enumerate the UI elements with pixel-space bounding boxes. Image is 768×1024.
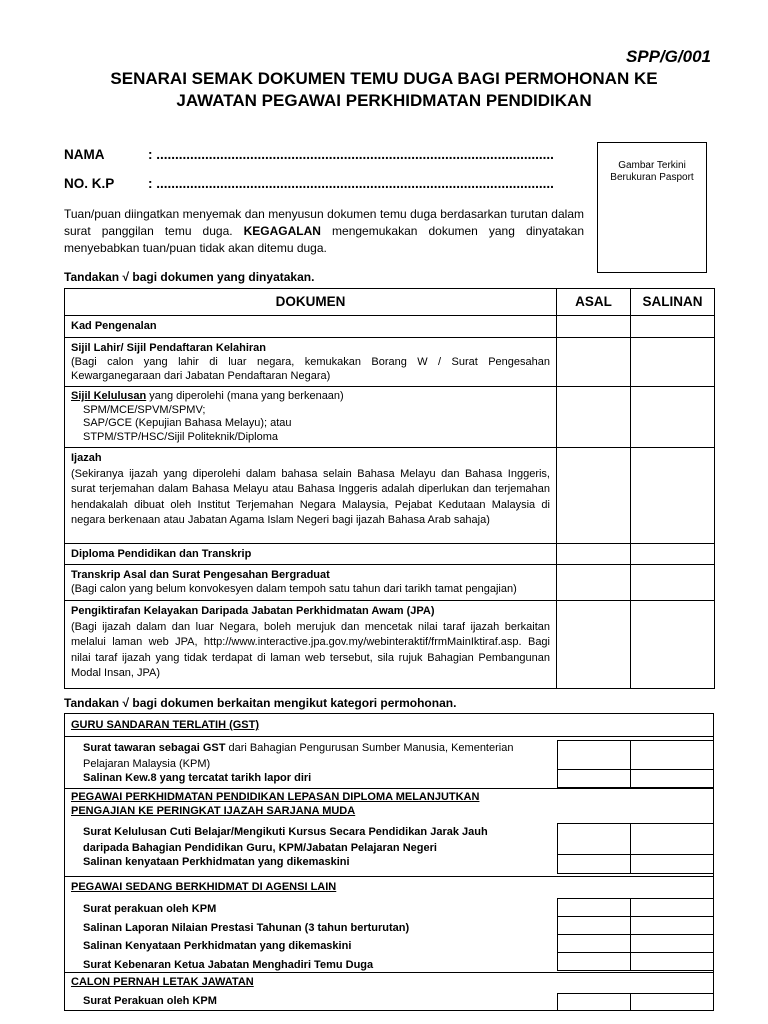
salinan-checkbox[interactable] (630, 898, 714, 917)
diploma-item-1 (83, 824, 488, 856)
photo-box-line1: Gambar Terkini (618, 160, 686, 171)
category-title-gst: GURU SANDARAN TERLATIH (GST) (71, 719, 260, 731)
agensi-items (83, 900, 409, 974)
asal-checkbox[interactable] (557, 769, 631, 788)
salinan-checkbox[interactable] (630, 934, 714, 953)
instruction-1: Tandakan √ bagi dokumen yang dinyatakan. (64, 270, 315, 284)
list-item: SAP/GCE (Kepujian Bahasa Melayu); atau (83, 417, 292, 429)
salinan-checkbox[interactable] (630, 952, 714, 971)
title-line-1: SENARAI SEMAK DOKUMEN TEMU DUGA BAGI PERMOHONAN KE (110, 69, 658, 88)
nokp-field (64, 176, 554, 191)
asal-checkbox[interactable] (557, 338, 631, 387)
asal-checkbox[interactable] (557, 823, 631, 855)
intro-part2: mengemukakan dokumen yang dinyatakan menyebabkan tuan/puan tidak akan ditemu duga. (64, 224, 584, 255)
row-title: Kad Pengenalan (71, 320, 157, 332)
gst-item-1 (83, 740, 548, 772)
salinan-checkbox[interactable] (630, 740, 714, 770)
row-title: Pengiktirafan Kelayakan Daripada Jabatan Perkhidmatan Awam (JPA) (71, 605, 435, 617)
asal-checkbox[interactable] (557, 565, 631, 601)
salinan-checkbox[interactable] (630, 854, 714, 874)
letak-jawatan-item-1: Surat Perakuan oleh KPM (83, 995, 217, 1007)
nokp-label: NO. K.P (64, 176, 115, 191)
category-title-agensi: PEGAWAI SEDANG BERKHIDMAT DI AGENSI LAIN (71, 881, 337, 893)
page-title (40, 68, 728, 112)
category-title-letak-jawatan: CALON PERNAH LETAK JAWATAN (71, 976, 254, 988)
asal-checkbox[interactable] (557, 601, 631, 689)
row-title: Sijil Lahir/ Sijil Pendaftaran Kelahiran (71, 342, 266, 354)
photo-box-line2: Berukuran Pasport (610, 172, 694, 183)
asal-checkbox[interactable] (557, 952, 631, 971)
gst-item-1-rest: dari Bahagian Pengurusan Sumber Manusia, Kementerian Pelajaran Malaysia (KPM) (83, 742, 514, 770)
salinan-checkbox[interactable] (631, 448, 715, 544)
salinan-checkbox[interactable] (630, 916, 714, 935)
list-item: Salinan Kenyataan Perkhidmatan yang dikemaskini (83, 940, 352, 952)
intro-paragraph (64, 206, 584, 257)
list-item: Surat perakuan oleh KPM (83, 903, 217, 915)
salinan-checkbox[interactable] (631, 338, 715, 387)
asal-checkbox[interactable] (557, 316, 631, 338)
diploma-item-2: Salinan kenyataan Perkhidmatan yang dikemaskini (83, 856, 350, 868)
salinan-checkbox[interactable] (630, 993, 714, 1011)
form-code: SPP/G/001 (625, 47, 711, 66)
asal-checkbox[interactable] (557, 740, 631, 770)
asal-checkbox[interactable] (557, 916, 631, 935)
category-table (64, 713, 714, 1011)
list-item: SPM/MCE/SPVM/SPMV; (83, 403, 206, 416)
salinan-checkbox[interactable] (631, 316, 715, 338)
salinan-checkbox[interactable] (630, 823, 714, 855)
salinan-checkbox[interactable] (631, 387, 715, 448)
row-note: (Bagi ijazah dalam dan luar Negara, boleh merujuk dan mencetak nilai taraf ijazah berkaitan melalui laman web JPA, http://www.interactive.jpa.gov.my/webinteraktif/frmMainIktiraf.asp. Bagi nilai taraf ijazah yang tidak terdapat di laman web tersebut, sila rujuk Bahagian Pembangunan Modal Insan, JPA) (71, 620, 550, 679)
nokp-value: : .......................................................................................................... (148, 176, 554, 191)
title-line-2: JAWATAN PEGAWAI PERKHIDMATAN PENDIDIKAN (176, 91, 592, 110)
nama-label: NAMA (64, 147, 105, 162)
category-title-line2: PENGAJIAN KE PERINGKAT IJAZAH SARJANA MUDA (71, 805, 356, 817)
photo-box (597, 142, 707, 273)
salinan-checkbox[interactable] (631, 544, 715, 565)
table-row (65, 338, 715, 387)
row-note: (Bagi calon yang lahir di luar negara, kemukakan Borang W / Surat Pengesahan Kewarganegaraan dari Jabatan Pendaftaran Negara) (71, 356, 550, 382)
table-row (65, 448, 715, 544)
asal-checkbox[interactable] (557, 854, 631, 874)
gst-item-1-bold: Surat tawaran sebagai GST (83, 742, 226, 754)
row-title: Ijazah (71, 452, 102, 464)
table-row (65, 387, 715, 448)
divider (65, 788, 713, 789)
instruction-2: Tandakan √ bagi dokumen berkaitan mengikut kategori permohonan. (64, 696, 457, 710)
nama-value: : .......................................................................................................... (148, 147, 554, 162)
asal-checkbox[interactable] (557, 898, 631, 917)
asal-checkbox[interactable] (557, 544, 631, 565)
asal-checkbox[interactable] (557, 934, 631, 953)
table-row (65, 565, 715, 601)
salinan-checkbox[interactable] (631, 565, 715, 601)
list-item: STPM/STP/HSC/Sijil Politeknik/Diploma (83, 430, 278, 443)
category-title-line1: PEGAWAI PERKHIDMATAN PENDIDIKAN LEPASAN DIPLOMA MELANJUTKAN (71, 791, 480, 803)
row-note: (Sekiranya ijazah yang diperolehi dalam bahasa selain Bahasa Melayu dan Bahasa Inggeris, surat terjemahan dalam Bahasa Melayu atau Bahasa Inggeris adalah diperlukan dan terjemahan hendakalah dibuat oleh Institut Terjemahan Negara Malaysia, Pejabat Kedutaan Malaysia di negara berkenaan atau Jabatan Agama Islam Negeri bagi ijazah Bahasa Arab sahaja) (71, 467, 550, 526)
diploma-item-1-line2: daripada Bahagian Pendidikan Guru, KPM/Jabatan Pelajaran Negeri (83, 842, 437, 854)
row-title: Transkrip Asal dan Surat Pengesahan Bergraduat (71, 569, 330, 581)
header-dokumen: DOKUMEN (65, 289, 557, 316)
category-title-diploma (65, 790, 485, 821)
salinan-checkbox[interactable] (631, 601, 715, 689)
diploma-item-1-line1: Surat Kelulusan Cuti Belajar/Mengikuti Kursus Secara Pendidikan Jarak Jauh (83, 826, 488, 838)
gst-item-2: Salinan Kew.8 yang tercatat tarikh lapor diri (83, 772, 312, 784)
asal-checkbox[interactable] (557, 993, 631, 1011)
documents-table (64, 288, 715, 689)
asal-checkbox[interactable] (557, 448, 631, 544)
table-row (65, 544, 715, 565)
table-row (65, 316, 715, 338)
divider (65, 736, 713, 737)
row-note: (Bagi calon yang belum konvokesyen dalam tempoh satu tahun dari tarikh tamat pengajian) (71, 583, 517, 595)
row-title-rest: yang diperolehi (mana yang berkenaan) (146, 390, 344, 402)
header-asal: ASAL (557, 289, 631, 316)
row-title: Sijil Kelulusan (71, 390, 147, 402)
header-salinan: SALINAN (631, 289, 715, 316)
asal-checkbox[interactable] (557, 387, 631, 448)
intro-part1: Tuan/puan diingatkan menyemak dan menyusun dokumen temu duga berdasarkan turutan dalam surat panggilan temu duga. (64, 207, 584, 238)
list-item: Salinan Laporan Nilaian Prestasi Tahunan (3 tahun berturutan) (83, 921, 410, 934)
divider (65, 876, 713, 877)
table-row (65, 601, 715, 689)
nama-field (64, 147, 554, 162)
row-title: Diploma Pendidikan dan Transkrip (71, 548, 252, 560)
list-item: Surat Kebenaran Ketua Jabatan Menghadiri Temu Duga (83, 958, 374, 971)
salinan-checkbox[interactable] (630, 769, 714, 788)
intro-emphasis: KEGAGALAN (243, 224, 321, 238)
